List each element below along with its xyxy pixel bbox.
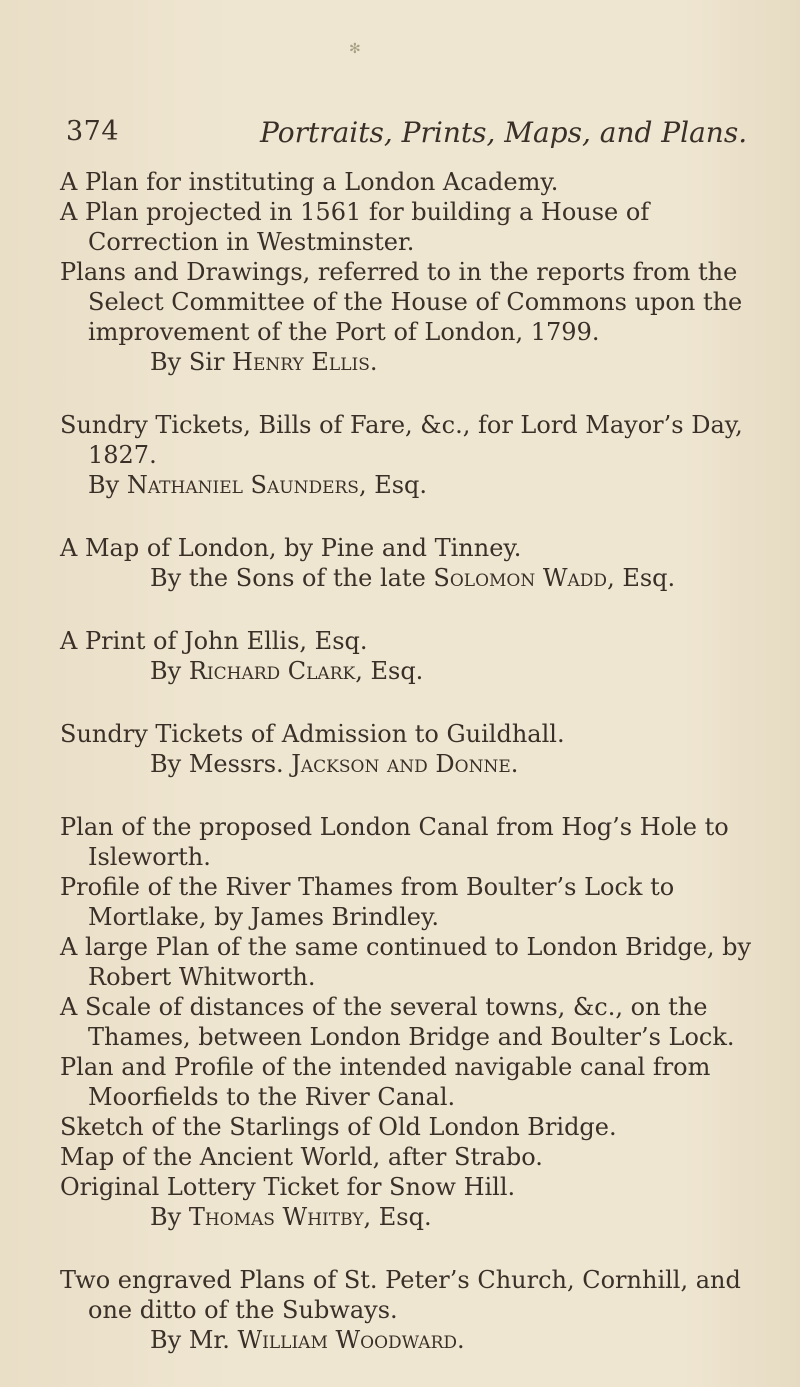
ornament-icon: ✻ xyxy=(349,41,361,57)
donor-name: Thomas Whitby xyxy=(188,1203,364,1231)
donor-prefix: By xyxy=(88,471,127,499)
donation-entry xyxy=(60,626,775,686)
entry-item: A Plan projected in 1561 for building a House of Correction in Westminster. xyxy=(60,198,650,256)
donor-line xyxy=(60,1202,775,1232)
donor-prefix: By Messrs. xyxy=(150,750,292,778)
donor-name: Henry Ellis xyxy=(232,348,370,376)
entry-item: Sketch of the Starlings of Old London Bridge. xyxy=(60,1113,617,1141)
donor-name: Nathaniel Saunders xyxy=(126,471,359,499)
donation-entry xyxy=(60,812,775,1232)
donor-name: Solomon Wadd xyxy=(433,564,608,592)
entry-item: Plan and Profile of the intended navigable canal from Moorfields to the River Canal. xyxy=(60,1053,711,1111)
donor-suffix: . xyxy=(510,750,519,778)
entry-item: Profile of the River Thames from Boulter’s Lock to Mortlake, by James Brindley. xyxy=(60,873,675,931)
donor-line xyxy=(60,1325,775,1355)
donor-line xyxy=(60,470,775,500)
donor-prefix: By the Sons of the late xyxy=(150,564,434,592)
donor-suffix: , Esq. xyxy=(355,657,424,685)
donor-prefix: By xyxy=(150,657,189,685)
donor-suffix: , Esq. xyxy=(358,471,428,499)
entry-item: A large Plan of the same continued to London Bridge, by Robert Whitworth. xyxy=(60,933,752,991)
donor-prefix: By xyxy=(150,1203,189,1231)
entry-item: A Scale of distances of the several towns, &c., on the Thames, between London Bridge and Boulter’s Lock. xyxy=(60,993,735,1051)
page-header xyxy=(0,116,800,156)
donor-line xyxy=(60,563,775,593)
donor-name: Richard Clark xyxy=(188,657,356,685)
entry-item: Two engraved Plans of St. Peter’s Church, Cornhill, and one ditto of the Subways. xyxy=(60,1266,741,1324)
entry-item: Plan of the proposed London Canal from Hog’s Hole to Isleworth. xyxy=(60,813,729,871)
donor-suffix: . xyxy=(457,1326,465,1354)
donation-entry xyxy=(60,410,775,500)
donor-suffix: , Esq. xyxy=(363,1203,432,1231)
page-number: 374 xyxy=(66,116,120,147)
donor-line xyxy=(60,347,775,377)
entry-item: Plans and Drawings, referred to in the reports from the Select Committee of the House of Commons upon the improvement of the Port of London, 1799. xyxy=(60,258,743,346)
entry-item: Sundry Tickets, Bills of Fare, &c., for Lord Mayor’s Day, 1827. xyxy=(60,411,743,469)
donation-entry xyxy=(60,533,775,593)
donor-suffix: . xyxy=(369,348,378,376)
entry-item: A Map of London, by Pine and Tinney. xyxy=(60,534,522,562)
entry-item: Sundry Tickets of Admission to Guildhall. xyxy=(60,720,565,748)
donor-prefix: By Sir xyxy=(150,348,233,376)
donor-line xyxy=(60,749,775,779)
donation-entry xyxy=(60,167,775,377)
entry-item: Map of the Ancient World, after Strabo. xyxy=(60,1143,543,1171)
running-title: Portraits, Prints, Maps, and Plans. xyxy=(260,116,748,149)
donation-entry xyxy=(60,719,775,779)
donor-prefix: By Mr. xyxy=(150,1326,238,1354)
donation-list xyxy=(60,167,775,1355)
entry-item: Original Lottery Ticket for Snow Hill. xyxy=(60,1173,516,1201)
donor-name: William Woodward xyxy=(237,1326,457,1354)
donor-suffix: , Esq. xyxy=(607,564,676,592)
donor-line xyxy=(60,656,775,686)
entry-item: A Plan for instituting a London Academy. xyxy=(60,168,559,196)
entry-item: A Print of John Ellis, Esq. xyxy=(60,627,368,655)
donor-name: Jackson and Donne xyxy=(291,750,511,778)
donation-entry xyxy=(60,1265,775,1355)
